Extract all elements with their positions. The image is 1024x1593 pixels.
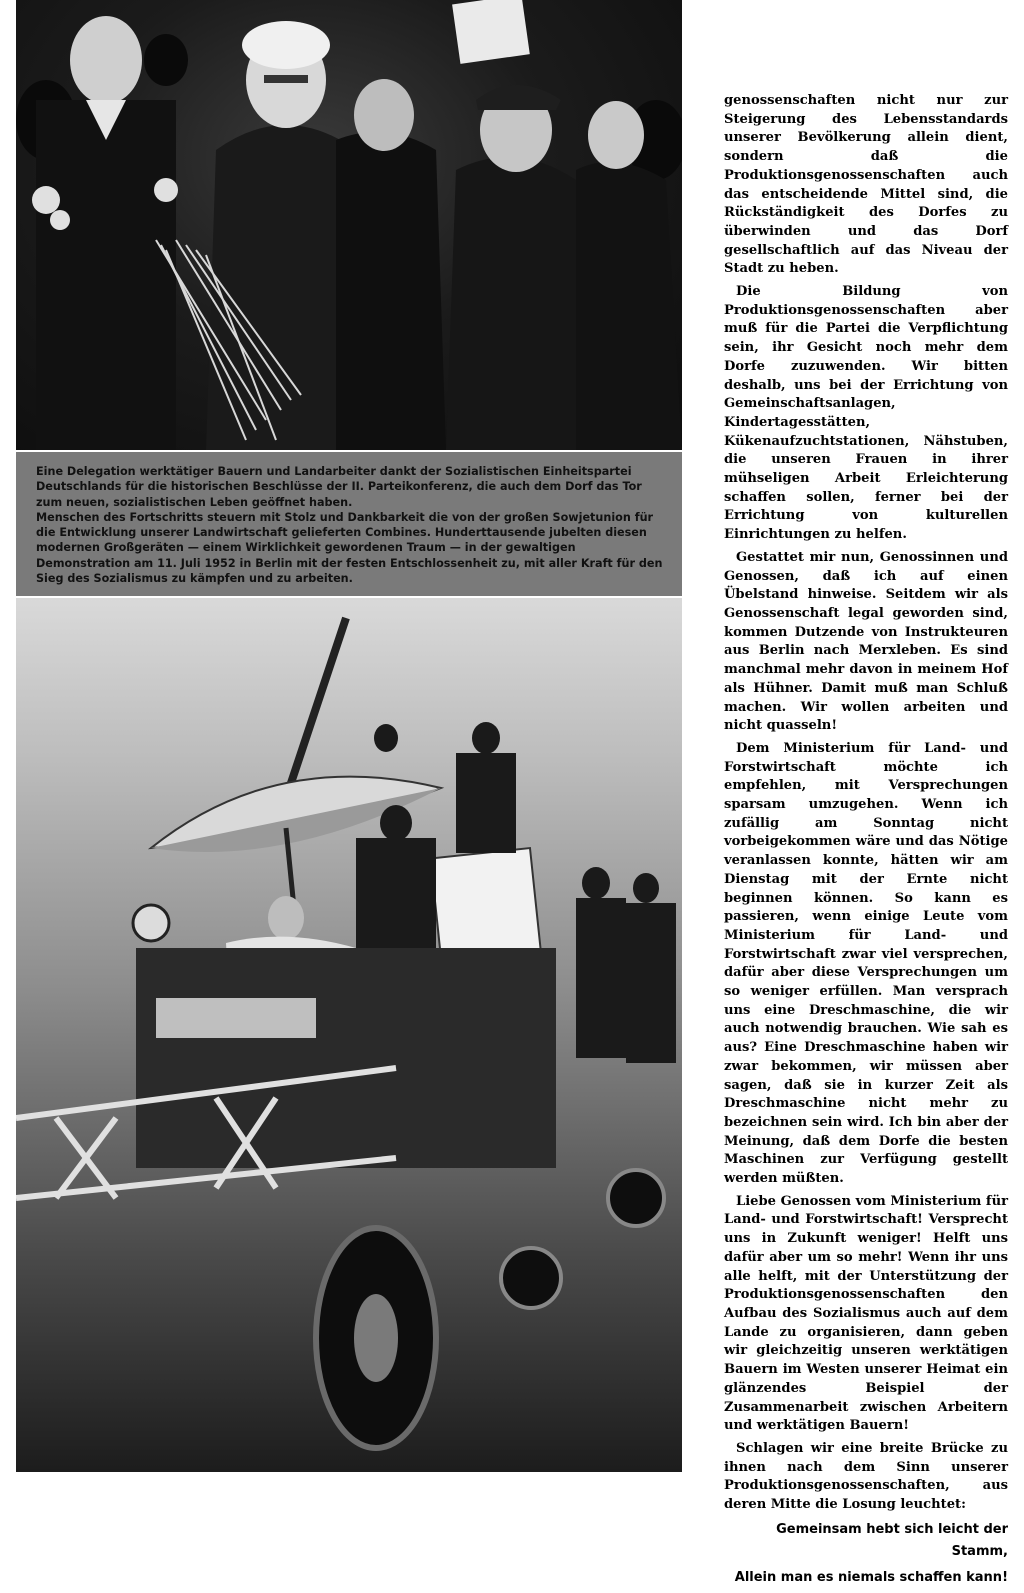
article-paragraph-6: Schlagen wir eine breite Brücke zu ihnen nach dem Sinn unserer Produktionsgenossenschaften, aus deren Mitte die Losung leuchtet: <box>724 1440 1008 1513</box>
photo-caption <box>16 452 682 596</box>
article-paragraph-2: Die Bildung von Produktionsgenossenschaften aber muß für die Partei die Verpflichtung sein, ihr Gesicht noch mehr dem Dorfe zuzuwenden. Wir bitten deshalb, uns bei der Errichtung von Gemeinschaftsanlagen, Kindertagesstätten, Kükenaufzuchtstationen, Nähstuben, die unseren Frauen in ihrer mühseligen Arbeit Erleichterung schaffen sollen, ferner bei der Errichtung von kulturellen Einrichtungen zu helfen. <box>724 284 1008 543</box>
article-paragraph-5: Liebe Genossen vom Ministerium für Land- und Forstwirtschaft! Versprecht uns in Zukunft weniger! Helft uns dafür aber um so mehr! Wenn ihr uns alle helft, mit der Unterstützung der Produktionsgenossenschaften den Aufbau des Sozialismus auch auf dem Lande zu organisieren, dann geben wir gleichzeitig unseren werktätigen Bauern im Westen unserer Heimat ein glänzendes Beispiel der Zusammenarbeit zwischen Arbeitern und werktätigen Bauern! <box>724 1193 1008 1434</box>
caption-paragraph-1: Eine Delegation werktätiger Bauern und Landarbeiter dankt der Sozialistischen Einheitspartei Deutschlands für die historischen Beschlüsse der II. Parteikonferenz, die auch dem Dorf das Tor zum neuen, sozialistischen Leben geöffnet haben. <box>36 465 642 509</box>
article-paragraph-3: Gestattet mir nun, Genossinnen und Genossen, daß ich auf einen Übelstand hinweise. Seitdem wir als Genossenschaft legal geworden sind, kommen Dutzende von Instrukteuren aus Berlin nach Merxleben. Es sind manchmal mehr davon in meinem Hof als Hühner. Damit muß man Schluß machen. Wir wollen arbeiten und nicht quasseln! <box>724 549 1008 734</box>
slogan-line-1: Gemeinsam hebt sich leicht der Stamm, <box>776 1521 1008 1559</box>
delegation-photo-illustration <box>16 0 682 450</box>
article-column <box>724 92 1008 1593</box>
article-paragraph-4: Dem Ministerium für Land- und Forstwirtschaft möchte ich empfehlen, mit Versprechungen sparsam umzugehen. Wenn ich zufällig am Sonntag nicht vorbeigekommen wäre und das Nötige veranlassen konnte, hätten wir am Dienstag mit der Ernte nicht beginnen können. So kann es passieren, wenn einige Leute vom Ministerium für Land- und Forstwirtschaft zwar viel versprechen, dafür aber diese Versprechungen um so weniger erfüllen. Man versprach uns eine Dreschmaschine, die wir auch notwendig brauchen. Wie sah es aus? Eine Dreschmaschine haben wir zwar bekommen, wir müssen aber sagen, daß sie in kurzer Zeit als Dreschmaschine nicht mehr zu bezeichnen sein wird. Ich bin aber der Meinung, daß dem Dorfe die besten Maschinen zur Verfügung gestellt werden müßten. <box>724 740 1008 1187</box>
article-paragraph-1: genossenschaften nicht nur zur Steigerung des Lebensstandards unserer Bevölkerung allein dient, sondern daß die Produktionsgenossenschaften auch das entscheidende Mittel sind, die Rückständigkeit des Dorfes zu überwinden und das Dorf gesellschaftlich auf das Niveau der Stadt zu heben. <box>724 93 1008 277</box>
delegation-photo <box>16 0 682 450</box>
combine-harvester-illustration <box>16 598 682 1472</box>
caption-paragraph-2: Menschen des Fortschritts steuern mit Stolz und Dankbarkeit die von der großen Sowjetunion für die Entwicklung unserer Landwirtschaft gelieferten Combines. Hunderttausende jubelten diesen modernen Großgeräten — einem Wirklichkeit gewordenen Traum — in der gewaltigen Demonstration am 11. Juli 1952 in Berlin mit der festen Entschlossenheit zu, mit aller Kraft für den Sieg des Sozialismus zu kämpfen und zu arbeiten. <box>36 510 663 586</box>
slogan-line-2: Allein man es niemals schaffen kann! <box>734 1569 1008 1585</box>
combine-harvester-photo <box>16 598 682 1472</box>
